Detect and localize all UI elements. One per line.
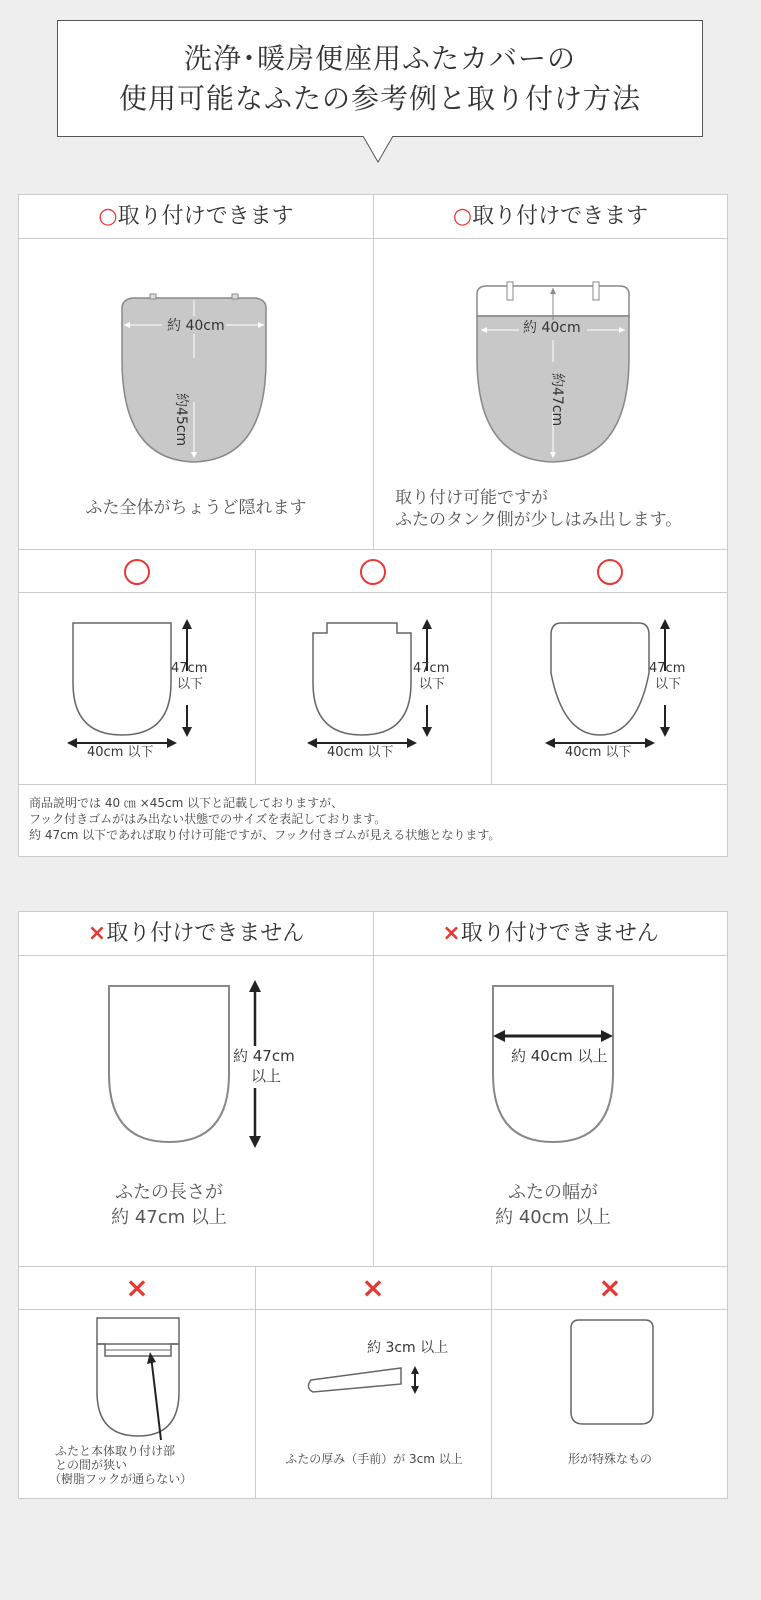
ng-cross-icon: ×: [598, 1271, 622, 1304]
shape-notched-top-diagram: [299, 613, 439, 763]
lid-45cm-diagram: [114, 290, 274, 470]
shape1-height-label-2: 以下: [177, 677, 204, 692]
ng-item1-caption-2: との間が狭い: [55, 1458, 128, 1472]
ok-note-line-2: フック付きゴムがはみ出ない状態でのサイズを表記しております。: [29, 812, 387, 826]
ok-header-left: [19, 195, 373, 239]
ok-circle-icon: ○: [98, 204, 118, 229]
ng-left-height-label-2: 以上: [251, 1067, 282, 1085]
thick-lid-diagram: [301, 1362, 421, 1402]
ok-circle-icon: [597, 559, 623, 585]
ng-item2-caption: ふたの厚み（手前）が 3cm 以上: [285, 1452, 463, 1466]
lid-too-long-diagram: [101, 978, 271, 1158]
title-box: [57, 20, 703, 137]
ok-left-caption: ふた全体がちょうど隠れます: [85, 498, 307, 518]
shape2-height-label-1: 47cm: [413, 661, 450, 676]
shape2-width-label: 40cm 以下: [327, 745, 394, 760]
ok-note-line-3: 約 47cm 以下であれば取り付け可能ですが、フック付きゴムが見える状態となります。: [29, 828, 501, 842]
narrow-gap-diagram: [89, 1312, 189, 1446]
ok-circle-icon: [360, 559, 386, 585]
ng-left-caption-1: ふたの長さが: [115, 1182, 223, 1203]
ng-header-left-label: 取り付けできません: [106, 921, 305, 946]
shape3-width-label: 40cm 以下: [565, 745, 632, 760]
title-line-1: 洗浄･暖房便座用ふたカバーの: [183, 42, 576, 75]
ok-note-line-1: 商品説明では 40 ㎝ ×45cm 以下と記載しておりますが、: [29, 796, 344, 810]
ng-item1-caption-3: （樹脂フックが通らない）: [49, 1472, 193, 1486]
lid-47-height-label: 約47cm: [549, 373, 565, 427]
ng-item2-thickness-label: 約 3cm 以上: [367, 1340, 449, 1356]
ng-right-width-label: 約 40cm 以上: [511, 1047, 608, 1065]
ng-header-left: [19, 912, 373, 956]
ok-circle-icon: ○: [452, 204, 473, 229]
shape3-height-label-2: 以下: [655, 677, 682, 692]
ng-cross-icon: ×: [87, 921, 107, 946]
ng-item3-caption: 形が特殊なもの: [567, 1452, 652, 1466]
lid-45-height-label: 約45cm: [173, 393, 189, 447]
lid-45-width-label: 約 40cm: [167, 318, 225, 334]
ng-cross-icon: ×: [442, 921, 461, 946]
ng-header-right: [374, 912, 727, 956]
ok-circle-icon: [124, 559, 150, 585]
ng-header-right-label: 取り付けできません: [460, 921, 659, 946]
title-line-2: 使用可能なふたの参考例と取り付け方法: [118, 82, 641, 115]
shape1-width-label: 40cm 以下: [87, 745, 154, 760]
special-shape-diagram: [567, 1316, 657, 1428]
ng-left-caption-2: 約 47cm 以上: [111, 1207, 227, 1228]
ok-right-caption-1: 取り付け可能ですが: [395, 488, 548, 508]
ng-cross-icon: ×: [361, 1271, 385, 1304]
ng-left-height-label-1: 約 47cm: [233, 1047, 295, 1065]
shape3-height-label-1: 47cm: [649, 661, 686, 676]
lid-too-wide-diagram: [483, 978, 623, 1158]
title-pointer-icon: [363, 136, 393, 164]
lid-47-width-label: 約 40cm: [523, 320, 581, 336]
shape1-height-label-1: 47cm: [171, 661, 208, 676]
ok-right-caption-2: ふたのタンク側が少しはみ出します。: [395, 510, 683, 530]
shape2-height-label-2: 以下: [419, 677, 446, 692]
ng-cross-icon: ×: [125, 1271, 149, 1304]
ok-panel: [18, 194, 728, 857]
ng-item1-caption-1: ふたと本体取り付け部: [55, 1444, 176, 1458]
ok-header-right: [374, 195, 727, 239]
ng-right-caption-2: 約 40cm 以上: [495, 1207, 611, 1228]
ng-panel: [18, 911, 728, 1499]
ok-header-left-label: 取り付けできます: [117, 204, 294, 229]
ng-right-caption-1: ふたの幅が: [508, 1182, 598, 1203]
ok-header-right-label: 取り付けできます: [472, 204, 649, 229]
